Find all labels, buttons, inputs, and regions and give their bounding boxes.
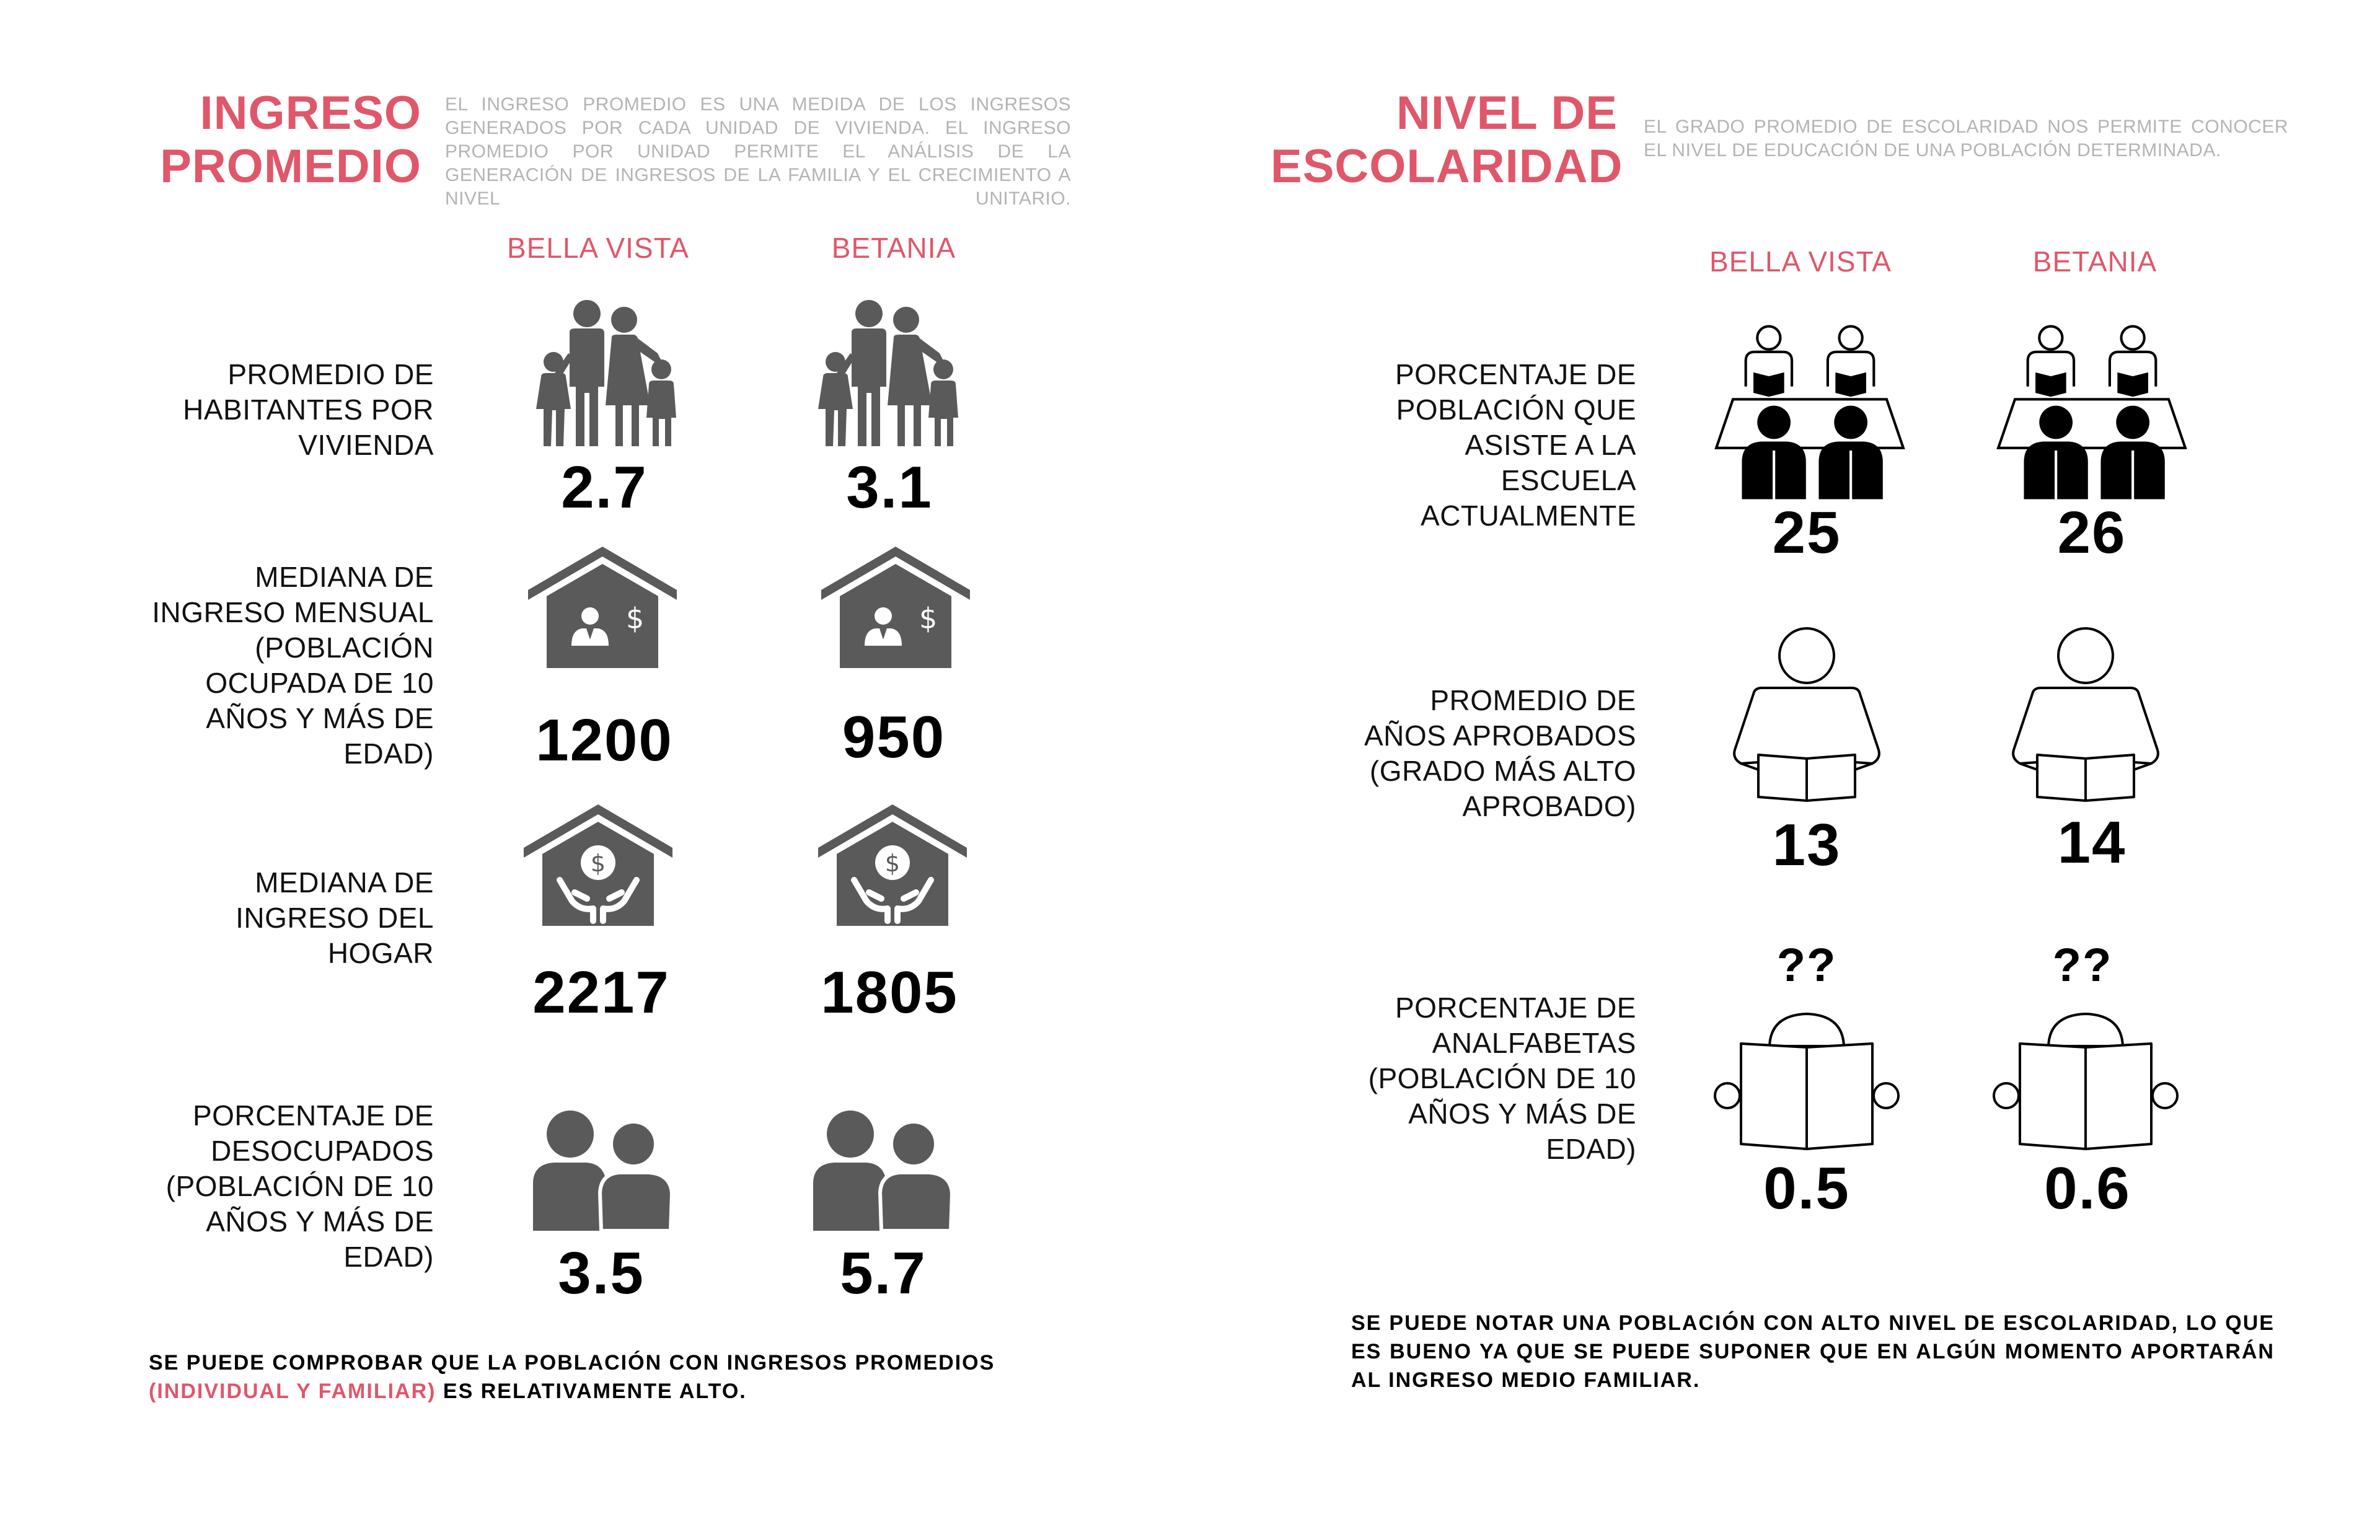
confused-reader-icon: [1714, 997, 1900, 1151]
ingreso-conclusion-accent: (INDIVIDUAL Y FAMILIAR): [149, 1379, 436, 1403]
label-analfabetas: PORCENTAJE DE ANALFABETAS (POBLACIÓN DE 10 AÑOS Y MÁS DE EDAD): [1368, 992, 1636, 1165]
value-anos-aprobados-bella-vista: 13: [1772, 812, 1841, 878]
family-icon: [530, 300, 679, 449]
right-column-bella-vista: BELLA VISTA: [1709, 245, 1892, 278]
ingreso-conclusion-part2: ES RELATIVAMENTE ALTO.: [443, 1379, 747, 1403]
value-ingreso-hogar-bella-vista: 2217: [532, 959, 670, 1026]
value-analfabetas-betania: 0.6: [2044, 1155, 2131, 1221]
ingreso-conclusion-part1: SE PUEDE COMPROBAR QUE LA POBLACIÓN CON INGRESOS PROMEDIOS: [149, 1351, 995, 1375]
value-habitantes-bella-vista: 2.7: [561, 454, 648, 521]
reader-icon: [2005, 626, 2166, 812]
ingreso-conclusion: [149, 1349, 1072, 1406]
question-marks-betania: ??: [2052, 939, 2113, 992]
confused-reader-icon: [1993, 997, 2179, 1151]
label-desocupados: PORCENTAJE DE DESOCUPADOS (POBLACIÓN DE 10 AÑOS Y MÁS DE EDAD): [165, 1099, 434, 1273]
left-column-betania: BETANIA: [831, 232, 956, 264]
value-desocupados-betania: 5.7: [840, 1240, 927, 1306]
label-ingreso-mensual: MEDIANA DE INGRESO MENSUAL (POBLACIÓN OCUPADA DE 10 AÑOS Y MÁS DE EDAD): [152, 561, 434, 770]
house-hands-coin-icon: [524, 804, 672, 928]
escolaridad-conclusion: SE PUEDE NOTAR UNA POBLACIÓN CON ALTO NIVEL DE ESCOLARIDAD, LO QUE ES BUENO YA QUE SE PUEDE SUPONER QUE EN ALGÚN MOMENTO APORTARÁN AL INGRESO MEDIO FAMILIAR.: [1351, 1311, 2275, 1392]
escolaridad-title-line1: NIVEL DE: [1396, 87, 1618, 139]
left-column-bella-vista: BELLA VISTA: [507, 232, 689, 264]
reader-icon: [1726, 626, 1887, 812]
ingreso-intro: EL INGRESO PROMEDIO ES UNA MEDIDA DE LOS INGRESOS GENERADOS POR CADA UNIDAD DE VIVIENDA. EL INGRESO PROMEDIO POR UNIDAD PERMITE EL ANÁLISIS DE LA GENERACIÓN DE INGRESOS DE LA FAMILIA Y EL CRECIMIENTO A NIVEL UNITARIO.: [445, 94, 1071, 209]
escolaridad-intro: EL GRADO PROMEDIO DE ESCOLARIDAD NOS PERMITE CONOCER EL NIVEL DE EDUCACIÓN DE UNA POBLACIÓN DETERMINADA.: [1644, 117, 2288, 161]
family-icon: [812, 300, 961, 449]
house-worker-dollar-icon: [821, 547, 970, 671]
value-ingreso-mensual-bella-vista: 1200: [536, 707, 673, 773]
label-asiste-escuela: PORCENTAJE DE POBLACIÓN QUE ASISTE A LA ESCUELA ACTUALMENTE: [1395, 358, 1636, 532]
label-ingreso-hogar: MEDIANA DE INGRESO DEL HOGAR: [236, 866, 434, 969]
escolaridad-title: [1271, 87, 1623, 193]
value-asiste-escuela-betania: 26: [2057, 499, 2127, 566]
house-hands-coin-icon: [818, 804, 967, 928]
value-asiste-escuela-bella-vista: 25: [1772, 499, 1841, 566]
value-analfabetas-bella-vista: 0.5: [1763, 1155, 1850, 1221]
ingreso-title-line2: PROMEDIO: [160, 140, 421, 193]
escolaridad-title-line2: ESCOLARIDAD: [1271, 140, 1623, 193]
classroom-icon: [1714, 322, 1906, 502]
ingreso-title: [112, 87, 421, 193]
house-worker-dollar-icon: [528, 547, 677, 671]
value-ingreso-mensual-betania: 950: [842, 704, 946, 770]
two-people-icon: [807, 1109, 956, 1233]
value-habitantes-betania: 3.1: [846, 454, 933, 521]
ingreso-title-line1: INGRESO: [200, 87, 421, 139]
label-anos-aprobados: PROMEDIO DE AÑOS APROBADOS (GRADO MÁS ALTO APROBADO): [1364, 684, 1636, 822]
value-desocupados-bella-vista: 3.5: [558, 1240, 645, 1306]
value-anos-aprobados-betania: 14: [2057, 809, 2127, 876]
label-habitantes: PROMEDIO DE HABITANTES POR VIVIENDA: [183, 358, 434, 461]
question-marks-bella-vista: ??: [1776, 939, 1837, 992]
value-ingreso-hogar-betania: 1805: [821, 959, 958, 1026]
right-column-betania: BETANIA: [2032, 245, 2157, 278]
classroom-icon: [1996, 322, 2188, 502]
two-people-icon: [527, 1109, 676, 1233]
